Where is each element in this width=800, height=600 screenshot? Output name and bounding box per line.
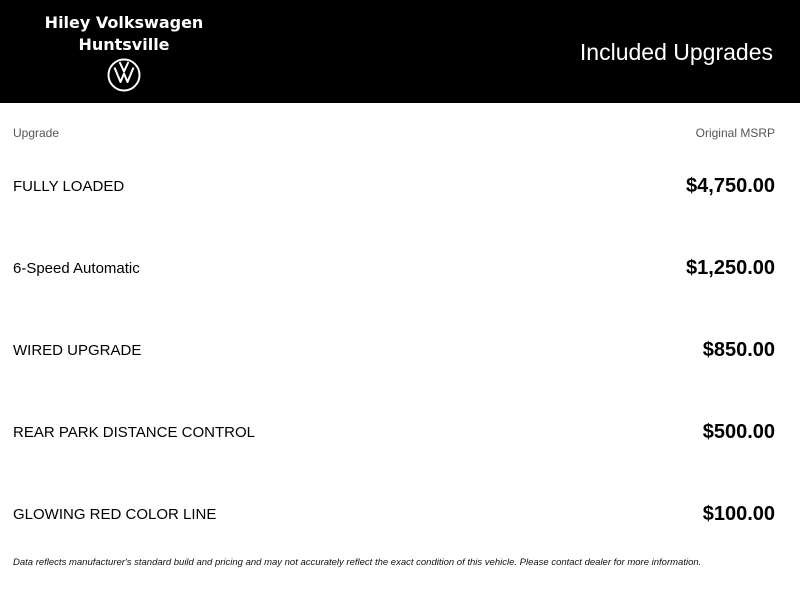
upgrade-price: $500.00 [702,421,775,443]
disclaimer-text: Data reflects manufacturer's standard build and pricing and may not accurately reflect the exact condition of this vehicle. Please contact dealer for more information. [13,557,702,568]
upgrade-row [0,172,800,202]
upgrade-name: REAR PARK DISTANCE CONTROL [13,424,255,441]
upgrade-price: $1,250.00 [686,257,775,279]
upgrade-name: WIRED UPGRADE [13,342,142,359]
upgrade-row [0,500,800,530]
upgrade-price: $100.00 [702,503,775,525]
upgrade-row [0,418,800,448]
column-header-original-msrp: Original MSRP [695,126,775,140]
column-header-upgrade: Upgrade [13,126,60,140]
dealer-name-line2: Huntsville [78,35,170,54]
upgrade-row [0,336,800,366]
upgrade-name: FULLY LOADED [13,178,125,195]
upgrade-name: GLOWING RED COLOR LINE [13,506,217,523]
upgrade-price: $850.00 [702,339,775,361]
dealer-name-line1: Hiley Volkswagen [44,13,204,32]
header-bar [0,0,800,103]
dealer-name [40,12,208,56]
upgrade-row [0,254,800,284]
page-title: Included Upgrades [579,39,773,65]
vw-logo-icon [107,58,141,92]
upgrade-price: $4,750.00 [686,175,775,197]
upgrade-name: 6-Speed Automatic [13,260,140,277]
